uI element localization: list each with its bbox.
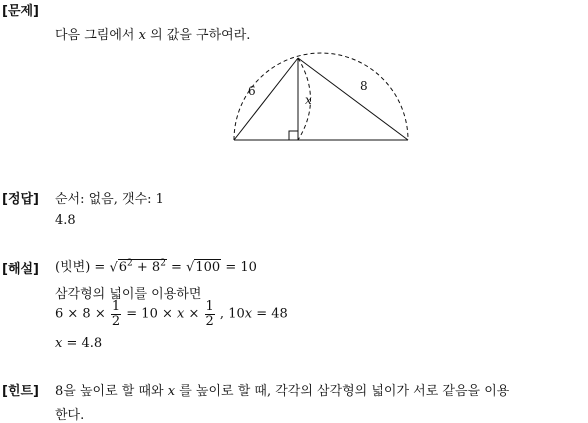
hint-tag: [힌트] [2, 384, 39, 399]
semicircle-arc [234, 53, 408, 140]
hint-line1: 8을 높이로 할 때와 x 를 높이로 할 때, 각각의 삼각형의 넓이가 서로 같음을 이용 [55, 384, 510, 399]
solution-line3: 6 × 8 × $\frac{1}{2}$ = 10 × x × $\frac{1}{2}$ , 10x = 48 [55, 299, 288, 329]
problem-tag: [문제] [2, 4, 39, 19]
answer-tag: [정답] [2, 192, 39, 207]
solution-line2: 삼각형의 넓이를 이용하면 [55, 287, 202, 302]
right-side [298, 58, 408, 140]
problem-text: 다음 그림에서 x 의 값을 구하여라. [55, 28, 251, 43]
solution-tag: [해설] [2, 262, 39, 277]
answer-line1: 순서: 없음, 갯수: 1 [55, 192, 164, 207]
solution-line4: x = 4.8 [55, 336, 103, 351]
label-right: 8 [360, 79, 368, 93]
right-angle-marker [289, 131, 298, 140]
label-left: 6 [248, 84, 256, 98]
label-height: x [305, 93, 312, 107]
left-side [234, 58, 298, 140]
hint-line2: 한다. [55, 408, 85, 423]
answer-line2: 4.8 [55, 213, 76, 228]
right-triangle-diagram [228, 50, 413, 150]
solution-line1: (빗변) = $√6^2 + 8^2 = √100 = 10$ [55, 258, 257, 275]
